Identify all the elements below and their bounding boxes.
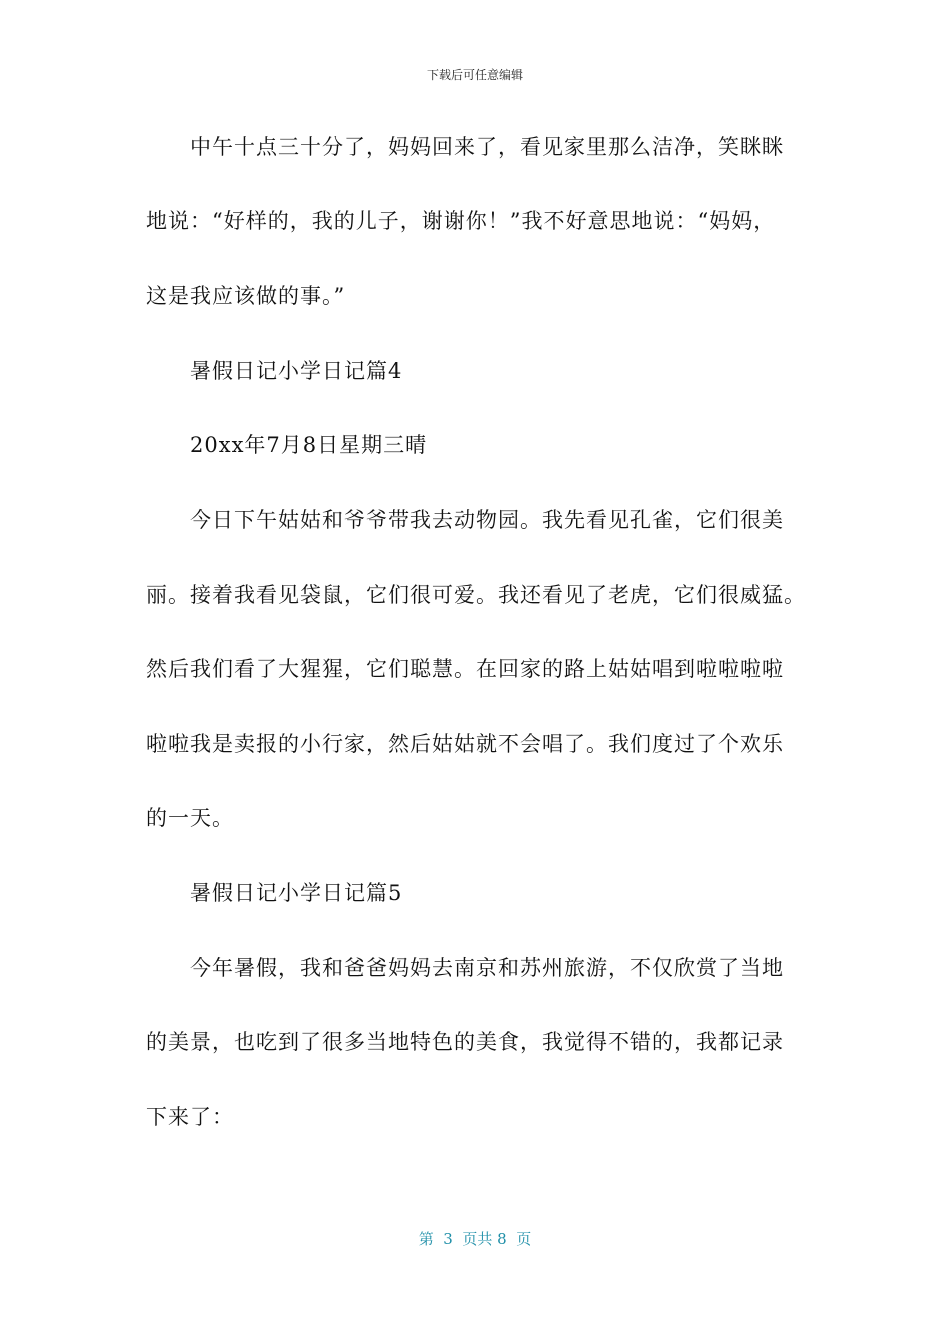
paragraph-line-6: 今日下午姑姑和爷爷带我去动物园。我先看见孔雀，它们很美 [146, 508, 784, 532]
paragraph-line-1: 中午十点三十分了，妈妈回来了，看见家里那么洁净，笑眯眯 [146, 135, 784, 159]
paragraph-line-10: 的一天。 [146, 806, 234, 830]
paragraph-line-14: 下来了： [146, 1105, 234, 1129]
page-header: 下载后可任意编辑 [426, 68, 523, 82]
paragraph-line-7: 丽。接着我看见袋鼠，它们很可爱。我还看见了老虎，它们很威猛。 [146, 583, 806, 607]
diary-date-line: 20xx年7月8日星期三晴 [146, 433, 428, 457]
page-number-footer: 第 3 页共 8 页 [418, 1230, 532, 1248]
section-heading-4: 暑假日记小学日记篇4 [146, 359, 403, 383]
paragraph-line-8: 然后我们看了大猩猩，它们聪慧。在回家的路上姑姑唱到啦啦啦啦 [146, 657, 784, 681]
paragraph-line-13: 的美景，也吃到了很多当地特色的美食，我觉得不错的，我都记录 [146, 1030, 784, 1054]
paragraph-line-2: 地说：“好样的，我的儿子，谢谢你！”我不好意思地说：“妈妈， [146, 209, 776, 233]
section-heading-5: 暑假日记小学日记篇5 [146, 881, 403, 905]
paragraph-line-9: 啦啦我是卖报的小行家，然后姑姑就不会唱了。我们度过了个欢乐 [146, 732, 784, 756]
paragraph-line-3: 这是我应该做的事。” [146, 284, 346, 308]
paragraph-line-12: 今年暑假，我和爸爸妈妈去南京和苏州旅游，不仅欣赏了当地 [146, 956, 784, 980]
